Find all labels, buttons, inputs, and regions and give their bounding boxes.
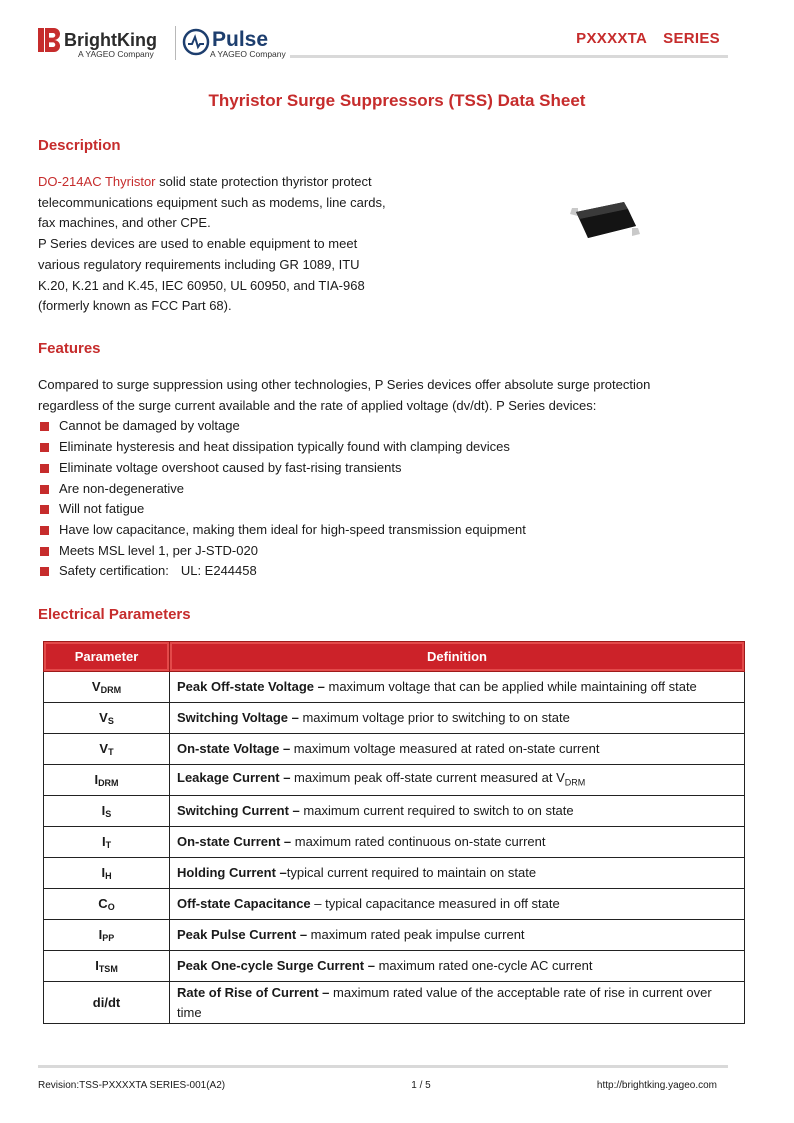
list-item-text: Eliminate voltage overshoot caused by fast-rising transients [59,459,402,475]
table-row [44,796,745,827]
parameter-symbol: $C_O$ [44,889,170,920]
document-title: Thyristor Surge Suppressors (TSS) Data Sheet [208,91,586,110]
list-item [38,416,738,437]
bullet-square-icon [40,526,49,535]
table-row [44,982,745,1024]
list-item [38,561,738,582]
footer-url: http://brightking.yageo.com [596,1080,717,1091]
parameter-symbol: $I_{DRM}$ [44,765,170,796]
parameter-symbol: di/dt [44,982,170,1024]
bullet-square-icon [40,464,49,473]
list-item-text: Will not fatigue [59,501,145,517]
footer-rule [38,1065,728,1068]
parameter-symbol: $I_H$ [44,858,170,889]
electrical-parameters-table [43,641,745,1024]
list-item [38,479,738,500]
description-line: telecommunications equipment such as modems, line cards, [38,194,386,210]
parameter-symbol: $V_S$ [44,703,170,734]
column-header-parameter: Parameter [44,642,170,672]
bullet-square-icon [40,547,49,556]
do-214ac-package-image [566,198,644,246]
column-header-definition: Definition [170,642,745,672]
features-text [38,375,738,582]
parameter-symbol: $I_{PP}$ [44,920,170,951]
table-row [44,920,745,951]
parameter-definition: Peak Pulse Current – maximum rated peak impulse current [170,920,745,951]
features-list [38,416,738,582]
product-type-highlight: DO-214AC Thyristor [38,174,156,189]
list-item [38,499,738,520]
electrical-parameters-heading: Electrical Parameters [38,606,191,623]
description-heading: Description [38,137,121,154]
parameter-symbol: $V_T$ [44,734,170,765]
safety-label: Safety certification: [59,563,169,579]
features-intro: regardless of the surge current available and the rate of applied voltage (dv/dt). P Series devices: [38,397,597,413]
parameter-definition: Rate of Rise of Current – maximum rated value of the acceptable rate of rise in current over time [170,982,745,1024]
bullet-square-icon [40,443,49,452]
parameter-definition: Leakage Current – maximum peak off-state current measured at $V_{DRM}$ [170,765,745,796]
parameter-symbol: $I_T$ [44,827,170,858]
brightking-subtitle: A YAGEO Company [78,49,154,59]
parameter-definition: On-state Voltage – maximum voltage measured at rated on-state current [170,734,745,765]
pulse-subtitle: A YAGEO Company [210,49,286,59]
description-line: (formerly known as FCC Part 68). [38,298,232,314]
pulse-wordmark: Pulse [212,28,269,51]
list-item [38,458,738,479]
parameter-symbol: $V_{DRM}$ [44,672,170,703]
bullet-square-icon [40,422,49,431]
description-text [38,172,438,317]
list-item-text: Cannot be damaged by voltage [59,418,240,434]
pulse-logo [181,25,301,61]
table-row [44,889,745,920]
description-line: fax machines, and other CPE. [38,215,211,231]
series-label [576,30,720,47]
brightking-wordmark: BrightKing [64,30,157,50]
parameter-symbol: $I_S$ [44,796,170,827]
table-row [44,827,745,858]
header-rule [290,55,728,58]
list-item [38,541,738,562]
table-row [44,734,745,765]
list-item [38,437,738,458]
list-item-text: Eliminate hysteresis and heat dissipation typically found with clamping devices [59,439,510,455]
footer-revision: Revision:TSS-PXXXXTA SERIES-001(A2) [38,1080,226,1091]
features-heading: Features [38,340,101,357]
list-item-text: Are non-degenerative [59,480,185,496]
description-line: P Series devices are used to enable equipment to meet [38,236,358,252]
safety-value: UL: E244458 [180,563,257,579]
table-row [44,951,745,982]
table-header-row [44,642,745,672]
footer-page-number: 1 / 5 [411,1080,431,1091]
bullet-square-icon [40,505,49,514]
description-line: solid state protection thyristor protect [155,174,372,189]
description-line: various regulatory requirements including GR 1089, ITU [38,256,360,272]
parameter-definition: Switching Current – maximum current required to switch to on state [170,796,745,827]
bullet-square-icon [40,567,49,576]
parameter-definition: Peak Off-state Voltage – maximum voltage that can be applied while maintaining off state [170,672,745,703]
series-code: PXXXXTA [576,30,648,47]
table-row [44,672,745,703]
table-row [44,858,745,889]
brightking-logo [38,25,178,61]
list-item-text: Meets MSL level 1, per J-STD-020 [59,542,258,558]
parameter-definition: On-state Current – maximum rated continuous on-state current [170,827,745,858]
features-intro: Compared to surge suppression using other technologies, P Series devices offer absolute surge protection [38,377,651,392]
logo-divider [175,26,176,60]
parameter-symbol: $I_{TSM}$ [44,951,170,982]
bullet-square-icon [40,485,49,494]
parameter-definition: Off-state Capacitance – typical capacitance measured in off state [170,889,745,920]
list-item-text: Have low capacitance, making them ideal for high-speed transmission equipment [59,521,526,537]
parameter-definition: Peak One-cycle Surge Current – maximum rated one-cycle AC current [170,951,745,982]
list-item [38,520,738,541]
table-row [44,703,745,734]
parameter-definition: Switching Voltage – maximum voltage prior to switching to on state [170,703,745,734]
series-word: SERIES [663,30,720,47]
parameter-definition: Holding Current –typical current required to maintain on state [170,858,745,889]
table-row [44,765,745,796]
description-line: K.20, K.21 and K.45, IEC 60950, UL 60950, and TIA-968 [38,277,365,293]
